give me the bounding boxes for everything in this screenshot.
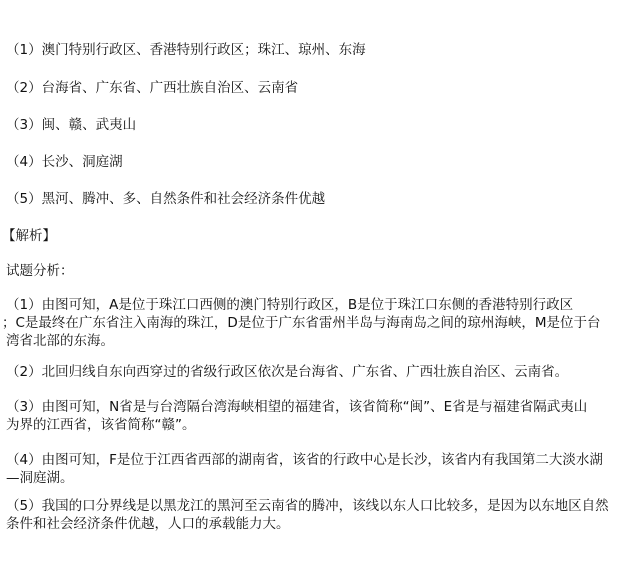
analysis-line: （4）由图可知，F是位于江西省西部的湖南省，该省的行政中心是长沙，该省内有我国第二大淡水湖 [6,452,603,468]
analysis-line: 为界的江西省，该省简称“赣”。 [6,417,196,433]
analysis-line: —洞庭湖。 [6,470,74,486]
analysis-paragraph-5 [6,497,624,533]
analysis-paragraph-3 [6,398,624,434]
analysis-paragraph-2 [6,363,624,381]
analysis-heading: 【解析】 [2,228,56,244]
answer-2: （2）台海省、广东省、广西壮族自治区、云南省 [6,80,299,96]
analysis-paragraph-4 [6,451,624,487]
answer-5: （5）黑河、腾冲、多、自然条件和社会经济条件优越 [6,191,326,207]
analysis-intro: 试题分析： [6,263,74,279]
analysis-line: 条件和社会经济条件优越，人口的承载能力大。 [6,516,290,532]
answer-1: （1）澳门特别行政区、香港特别行政区；珠江、琼州、东海 [6,42,366,58]
answer-4: （4）长沙、洞庭湖 [6,154,123,170]
analysis-paragraph-1 [2,296,624,350]
analysis-line: ；C是最终在广东省注入南海的珠江，D是位于广东省雷州半岛与海南岛之间的琼州海峡，M是位于台 [2,315,601,331]
analysis-line: （3）由图可知，N省是与台湾隔台湾海峡相望的福建省，该省简称“闽”、E省是与福建省隔武夷山 [6,399,588,415]
answer-3: （3）闽、赣、武夷山 [6,117,137,133]
analysis-line: （1）由图可知，A是位于珠江口西侧的澳门特别行政区，B是位于珠江口东侧的香港特别行政区 [6,297,574,313]
analysis-line: （5）我国的口分界线是以黑龙江的黑河至云南省的腾冲，该线以东人口比较多，是因为以东地区自然 [6,498,609,514]
analysis-line: 湾省北部的东海。 [6,333,114,349]
analysis-line: （2）北回归线自东向西穿过的省级行政区依次是台海省、广东省、广西壮族自治区、云南省。 [6,364,569,380]
